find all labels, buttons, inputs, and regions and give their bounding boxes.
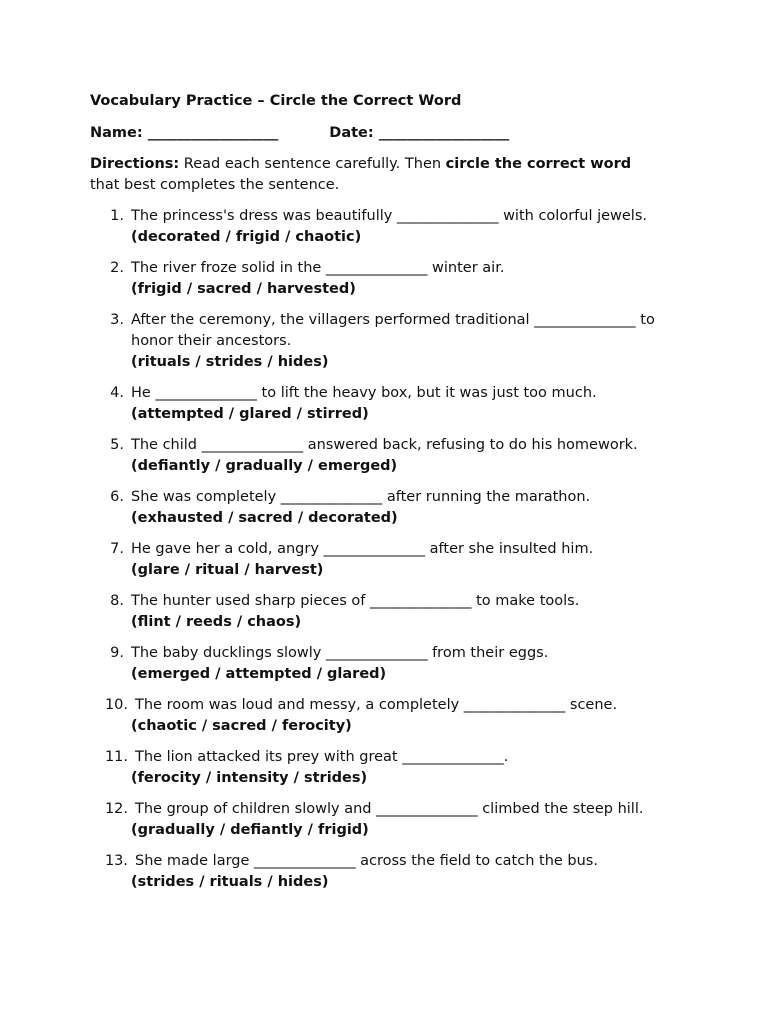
answer-choices: (attempted / glared / stirred) (131, 406, 369, 422)
answer-choices: (frigid / sacred / harvested) (131, 281, 356, 297)
answer-choices: (rituals / strides / hides) (131, 354, 329, 370)
answer-choices: (ferocity / intensity / strides) (131, 770, 368, 786)
question-sentence: The room was loud and messy, a completely ______________ scene. (135, 697, 618, 713)
question-number: 9. (110, 645, 124, 661)
answer-choices: (exhausted / sacred / decorated) (131, 510, 398, 526)
question-sentence: She made large ______________ across the field to catch the bus. (135, 853, 598, 869)
date-field: Date: __________________ (329, 125, 510, 141)
answer-choices: (strides / rituals / hides) (131, 874, 329, 890)
question-sentence: The lion attacked its prey with great ______________. (135, 749, 509, 765)
name-field: Name: __________________ (90, 125, 279, 141)
answer-choices: (chaotic / sacred / ferocity) (131, 718, 352, 734)
question-number: 4. (110, 385, 124, 401)
question-number: 6. (110, 489, 124, 505)
question-number: 1. (110, 208, 124, 224)
question-sentence: She was completely ______________ after running the marathon. (131, 489, 591, 505)
question-number: 7. (110, 541, 124, 557)
directions-text-1: Read each sentence carefully. Then (179, 156, 446, 172)
question-number: 10. (104, 697, 128, 713)
question-sentence: The baby ducklings slowly ______________ from their eggs. (131, 645, 549, 661)
answer-choices: (gradually / defiantly / frigid) (131, 822, 369, 838)
question-number: 2. (110, 260, 124, 276)
answer-choices: (decorated / frigid / chaotic) (131, 229, 362, 245)
directions-emphasis: circle the correct word (445, 156, 632, 172)
answer-choices: (defiantly / gradually / emerged) (131, 458, 398, 474)
answer-choices: (flint / reeds / chaos) (131, 614, 302, 630)
question-number: 8. (110, 593, 124, 609)
question-sentence: After the ceremony, the villagers performed traditional ______________ to honor their ancestors. (131, 312, 655, 349)
question-sentence: He gave her a cold, angry ______________ after she insulted him. (131, 541, 594, 557)
question-number: 3. (110, 312, 124, 328)
page-title: Vocabulary Practice – Circle the Correct Word (90, 93, 462, 109)
directions (90, 154, 650, 196)
question-number: 11. (104, 749, 128, 765)
question-sentence: The hunter used sharp pieces of ______________ to make tools. (131, 593, 580, 609)
question-number: 5. (110, 437, 124, 453)
directions-text-2: that best completes the sentence. (90, 177, 340, 193)
question-sentence: The group of children slowly and ______________ climbed the steep hill. (135, 801, 644, 817)
directions-lead: Directions: (90, 156, 180, 172)
question-sentence: The child ______________ answered back, refusing to do his homework. (131, 437, 638, 453)
question-sentence: The princess's dress was beautifully ______________ with colorful jewels. (131, 208, 648, 224)
question-sentence: He ______________ to lift the heavy box, but it was just too much. (131, 385, 597, 401)
name-date-line (90, 123, 509, 144)
question-sentence: The river froze solid in the ______________ winter air. (131, 260, 505, 276)
answer-choices: (emerged / attempted / glared) (131, 666, 387, 682)
question-number: 12. (104, 801, 128, 817)
answer-choices: (glare / ritual / harvest) (131, 562, 324, 578)
question-number: 13. (104, 853, 128, 869)
